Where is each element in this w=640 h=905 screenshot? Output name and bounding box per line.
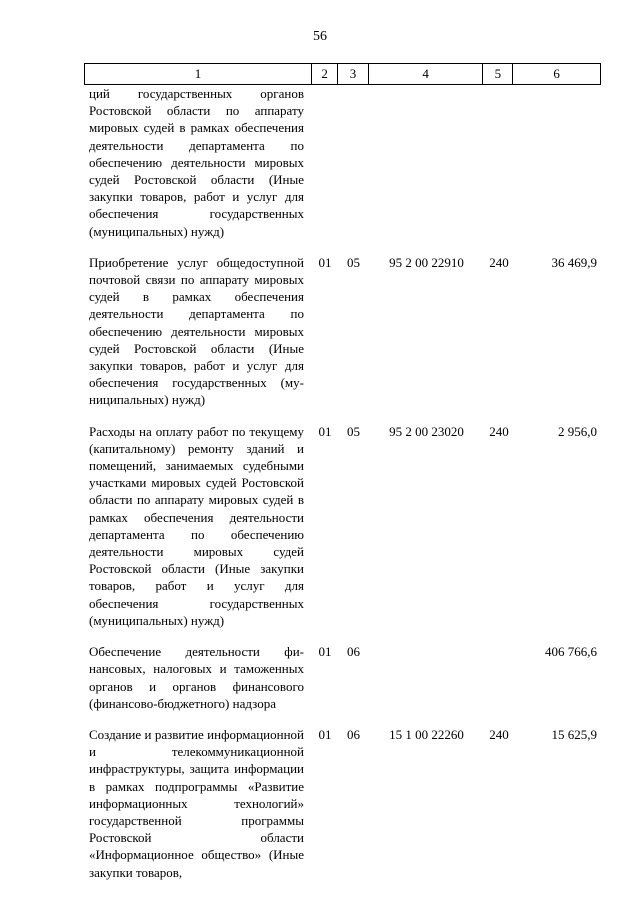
row-target-article: 95 2 00 22910 (389, 254, 464, 270)
row-description: ций государственных органов Ростовской области по аппарату мировых судей в рамках обеспечения деятельности департамента по обеспечению деятельности мировых судей Ростовской области (Иные закупки товаров, работ и услуг для обеспечения государственных (муниципальных) нужд) (89, 86, 304, 239)
row-section: 01 (318, 254, 332, 270)
table-body (84, 85, 601, 895)
row-subsection: 06 (347, 644, 360, 660)
table-row (84, 254, 601, 409)
row-subsection: 05 (347, 254, 360, 270)
row-section (312, 85, 338, 240)
table-row (84, 85, 601, 240)
column-header-1: 1 (85, 64, 312, 84)
row-description: Расходы на оплату работ по текущему (капитальному) ремонту зданий и помещений, занимаемых судебными участками мировых судей Ростовской области по аппарату мировых судей в рамках обеспечения деятельности департамента по обеспечению деятельности мировых судей Ростовской области (Иные закупки товаров, работ и услуг для обеспечения государственных (муниципальных) нужд) (89, 423, 304, 628)
row-expense-type: 240 (489, 726, 509, 742)
row-expense-type (484, 643, 514, 712)
row-target-article: 15 1 00 22260 (389, 726, 464, 742)
table-row (84, 726, 601, 881)
row-target-article (369, 643, 484, 712)
column-header-5: 5 (483, 64, 513, 84)
row-target-article: 95 2 00 23020 (389, 423, 464, 439)
row-amount: 406 766,6 (545, 644, 597, 660)
row-description: Обеспечение деятельности финансовых, налоговых и таможенных органов и органов финансового (финансово-бюджетного) надзора (89, 644, 304, 711)
row-amount (514, 85, 601, 240)
row-subsection: 05 (347, 423, 360, 439)
row-description: Создание и развитие информационной и телекоммуникационной инфраструктуры, защита информации в рамках подпрограммы «Развитие информационных технологий» государственной программы Ростовской области «Информационное общество» (Иные закупки товаров, (89, 726, 304, 880)
row-subsection: 06 (347, 726, 360, 742)
table-header (84, 63, 601, 85)
table-row (84, 423, 601, 629)
row-expense-type: 240 (489, 254, 509, 270)
row-target-article (369, 85, 484, 240)
column-header-3: 3 (338, 64, 369, 84)
column-header-4: 4 (369, 64, 484, 84)
table-row (84, 643, 601, 712)
column-header-6: 6 (553, 66, 560, 81)
row-amount: 15 625,9 (551, 726, 597, 742)
row-expense-type (484, 85, 514, 240)
row-section: 01 (318, 644, 332, 660)
row-description: Приобретение услуг общедоступной почтовой связи по аппарату мировых судей в рамках обеспечения деятельности департамента по обеспечению деятельности мировых судей Ростовской области (Иные закупки товаров, работ и услуг для обеспечения государственных (муниципальных) нужд) (89, 254, 304, 408)
column-header-2: 2 (312, 64, 338, 84)
page-number: 56 (313, 29, 327, 44)
row-section: 01 (318, 726, 332, 742)
row-amount: 36 469,9 (551, 254, 597, 270)
row-expense-type: 240 (489, 423, 509, 439)
row-section: 01 (318, 423, 332, 439)
row-amount: 2 956,0 (558, 423, 597, 439)
row-subsection (338, 85, 369, 240)
